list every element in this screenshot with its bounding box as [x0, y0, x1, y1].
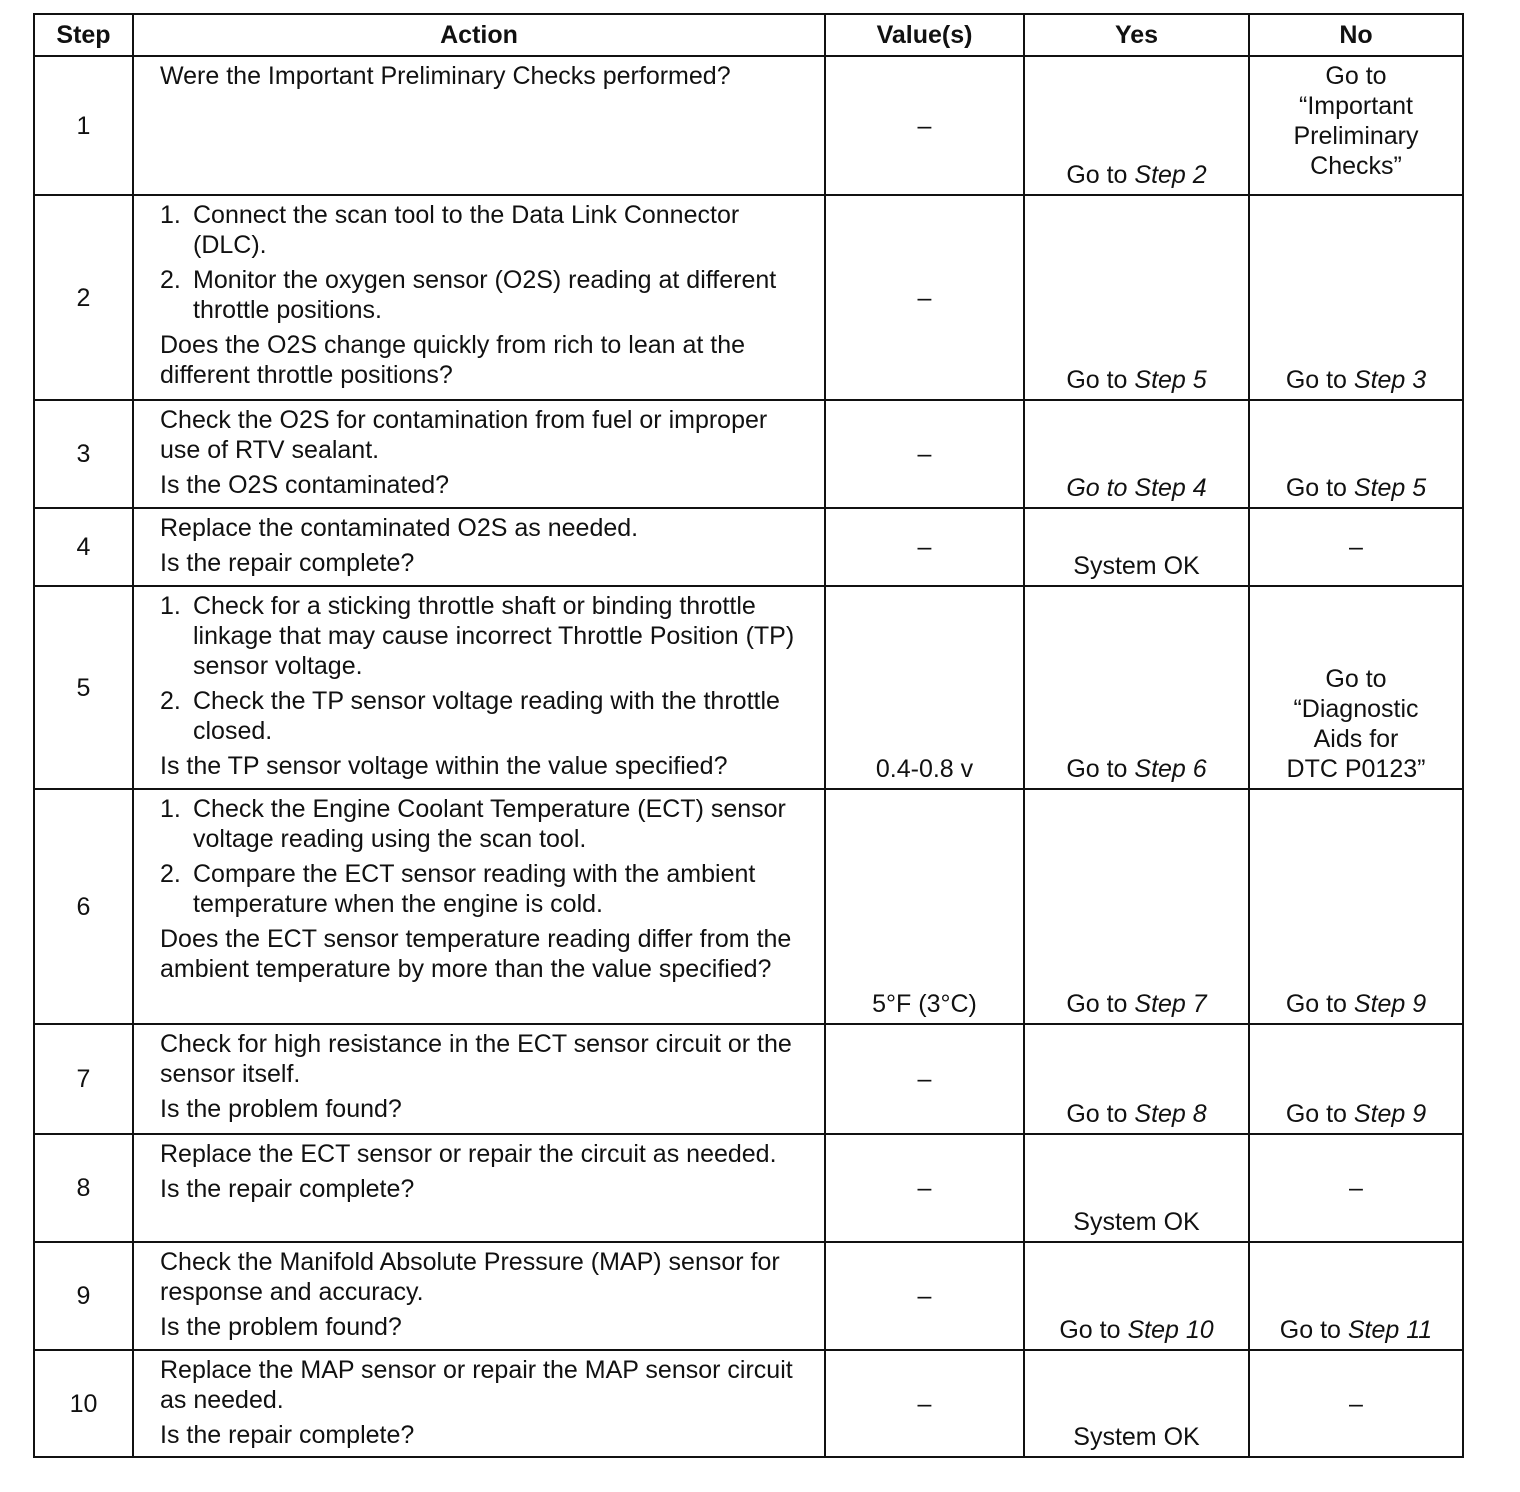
item-number: 1. — [160, 201, 181, 229]
table-row — [34, 789, 1463, 1024]
value-cell: – — [825, 1242, 1024, 1350]
no-prefix: Go to — [1285, 474, 1354, 502]
action-instruction: Replace the ECT sensor or repair the circuit as needed. — [160, 1140, 777, 1168]
yes-cell — [1024, 1242, 1249, 1350]
action-question: Does the ECT sensor temperature reading differ from the ambient temperature by more than the value specified? — [160, 925, 792, 983]
action-cell — [133, 586, 825, 789]
yes-cell — [1024, 789, 1249, 1024]
table-row — [34, 1350, 1463, 1457]
header-no: No — [1249, 14, 1463, 56]
action-instruction: Check the O2S for contamination from fuel or improper use of RTV sealant. — [160, 406, 768, 464]
action-instruction: Check the Manifold Absolute Pressure (MAP) sensor for response and accuracy. — [160, 1248, 780, 1306]
no-cell — [1249, 789, 1463, 1024]
no-prefix: Go to — [1285, 990, 1354, 1018]
no-prefix: Go to — [1285, 1100, 1354, 1128]
header-row — [34, 14, 1463, 56]
step-number: 5 — [34, 586, 133, 789]
value-cell: – — [825, 1024, 1024, 1134]
action-question: Is the repair complete? — [160, 549, 415, 577]
table-row — [34, 586, 1463, 789]
action-question: Is the problem found? — [160, 1313, 402, 1341]
action-question: Is the TP sensor voltage within the value specified? — [160, 752, 728, 780]
action-cell — [133, 508, 825, 586]
yes-step-link: Step 7 — [1134, 990, 1207, 1018]
header-value: Value(s) — [825, 14, 1024, 56]
no-step-link: Step 3 — [1353, 366, 1427, 394]
yes-prefix: Go to — [1066, 990, 1135, 1018]
no-cell — [1249, 56, 1463, 195]
action-cell — [133, 400, 825, 508]
action-instruction: Replace the MAP sensor or repair the MAP sensor circuit as needed. — [160, 1356, 793, 1414]
step-number: 9 — [34, 1242, 133, 1350]
no-line: DTC P0123” — [1286, 755, 1426, 783]
value-cell: – — [825, 1134, 1024, 1242]
yes-cell: System OK — [1024, 1350, 1249, 1457]
item-number: 2. — [160, 860, 181, 888]
yes-prefix: Go to — [1066, 755, 1135, 783]
step-number: 3 — [34, 400, 133, 508]
action-cell — [133, 56, 825, 195]
yes-cell — [1024, 56, 1249, 195]
yes-cell — [1024, 1024, 1249, 1134]
yes-step-link: Step 6 — [1134, 755, 1207, 783]
item-text: Check for a sticking throttle shaft or binding throttle linkage that may cause incorrect Throttle Position (TP) sensor voltage. — [193, 592, 795, 680]
action-question: Is the O2S contaminated? — [160, 471, 450, 499]
step-number: 7 — [34, 1024, 133, 1134]
action-cell — [133, 1350, 825, 1457]
yes-step-link: Go to Step 4 — [1066, 474, 1207, 502]
yes-prefix: Go to — [1066, 161, 1135, 189]
table-row — [34, 400, 1463, 508]
no-step-link: Step 11 — [1347, 1316, 1433, 1344]
value-cell: – — [825, 1350, 1024, 1457]
step-number: 1 — [34, 56, 133, 195]
yes-prefix: Go to — [1066, 1100, 1135, 1128]
yes-cell: System OK — [1024, 1134, 1249, 1242]
header-yes: Yes — [1024, 14, 1249, 56]
value-cell: – — [825, 195, 1024, 400]
action-question: Is the repair complete? — [160, 1421, 415, 1449]
no-cell — [1249, 1024, 1463, 1134]
table-row — [34, 1242, 1463, 1350]
no-cell — [1249, 195, 1463, 400]
no-prefix: Go to — [1285, 366, 1354, 394]
action-question: Is the repair complete? — [160, 1175, 415, 1203]
diagnostic-table — [33, 13, 1464, 1458]
action-question: Does the O2S change quickly from rich to lean at the different throttle positions? — [160, 331, 746, 389]
value-cell: – — [825, 56, 1024, 195]
action-item — [160, 200, 808, 260]
item-text: Connect the scan tool to the Data Link Connector (DLC). — [193, 201, 740, 259]
action-cell — [133, 789, 825, 1024]
no-line: Aids for — [1313, 725, 1399, 753]
table-row — [34, 1134, 1463, 1242]
item-text: Check the TP sensor voltage reading with the throttle closed. — [193, 687, 780, 745]
action-item — [160, 591, 808, 681]
action-instruction: Replace the contaminated O2S as needed. — [160, 514, 639, 542]
item-number: 2. — [160, 266, 181, 294]
action-cell — [133, 1242, 825, 1350]
action-cell — [133, 1134, 825, 1242]
value-cell: – — [825, 400, 1024, 508]
action-cell — [133, 195, 825, 400]
header-step: Step — [34, 14, 133, 56]
table-row — [34, 195, 1463, 400]
no-line: Go to — [1325, 665, 1387, 693]
no-step-link: Step 9 — [1353, 1100, 1427, 1128]
action-item — [160, 686, 808, 746]
action-cell — [133, 1024, 825, 1134]
item-number: 1. — [160, 592, 181, 620]
yes-prefix: Go to — [1059, 1316, 1128, 1344]
step-number: 8 — [34, 1134, 133, 1242]
item-number: 1. — [160, 795, 181, 823]
step-number: 10 — [34, 1350, 133, 1457]
step-number: 4 — [34, 508, 133, 586]
no-line: Go to — [1325, 62, 1387, 90]
no-prefix: Go to — [1279, 1316, 1348, 1344]
action-item — [160, 859, 808, 919]
no-cell — [1249, 586, 1463, 789]
action-question: Is the problem found? — [160, 1095, 402, 1123]
yes-cell: System OK — [1024, 508, 1249, 586]
item-text: Monitor the oxygen sensor (O2S) reading at different throttle positions. — [193, 266, 777, 324]
yes-prefix: Go to — [1066, 366, 1135, 394]
yes-cell — [1024, 195, 1249, 400]
item-text: Compare the ECT sensor reading with the ambient temperature when the engine is cold. — [193, 860, 756, 918]
no-cell — [1249, 400, 1463, 508]
value-cell: 5°F (3°C) — [825, 789, 1024, 1024]
item-number: 2. — [160, 687, 181, 715]
action-question: Were the Important Preliminary Checks performed? — [160, 62, 731, 90]
value-cell: 0.4-0.8 v — [825, 586, 1024, 789]
step-number: 6 — [34, 789, 133, 1024]
yes-step-link: Step 8 — [1134, 1100, 1207, 1128]
yes-step-link: Step 5 — [1134, 366, 1207, 394]
table-row — [34, 1024, 1463, 1134]
no-cell — [1249, 1242, 1463, 1350]
table-row — [34, 56, 1463, 195]
no-line: “Diagnostic — [1293, 695, 1419, 723]
no-line: Checks” — [1310, 152, 1402, 180]
yes-cell — [1024, 586, 1249, 789]
no-line: “Important Preliminary — [1293, 92, 1419, 150]
value-cell: – — [825, 508, 1024, 586]
yes-step-link: Step 2 — [1134, 161, 1207, 189]
table-row — [34, 508, 1463, 586]
yes-cell — [1024, 400, 1249, 508]
no-cell: – — [1249, 508, 1463, 586]
action-item — [160, 265, 808, 325]
header-action: Action — [133, 14, 825, 56]
no-cell: – — [1249, 1134, 1463, 1242]
no-step-link: Step 9 — [1353, 990, 1427, 1018]
no-step-link: Step 5 — [1353, 474, 1427, 502]
action-instruction: Check for high resistance in the ECT sensor circuit or the sensor itself. — [160, 1030, 792, 1088]
step-number: 2 — [34, 195, 133, 400]
action-item — [160, 794, 808, 854]
yes-step-link: Step 10 — [1127, 1316, 1214, 1344]
item-text: Check the Engine Coolant Temperature (ECT) sensor voltage reading using the scan tool. — [193, 795, 786, 853]
no-cell: – — [1249, 1350, 1463, 1457]
